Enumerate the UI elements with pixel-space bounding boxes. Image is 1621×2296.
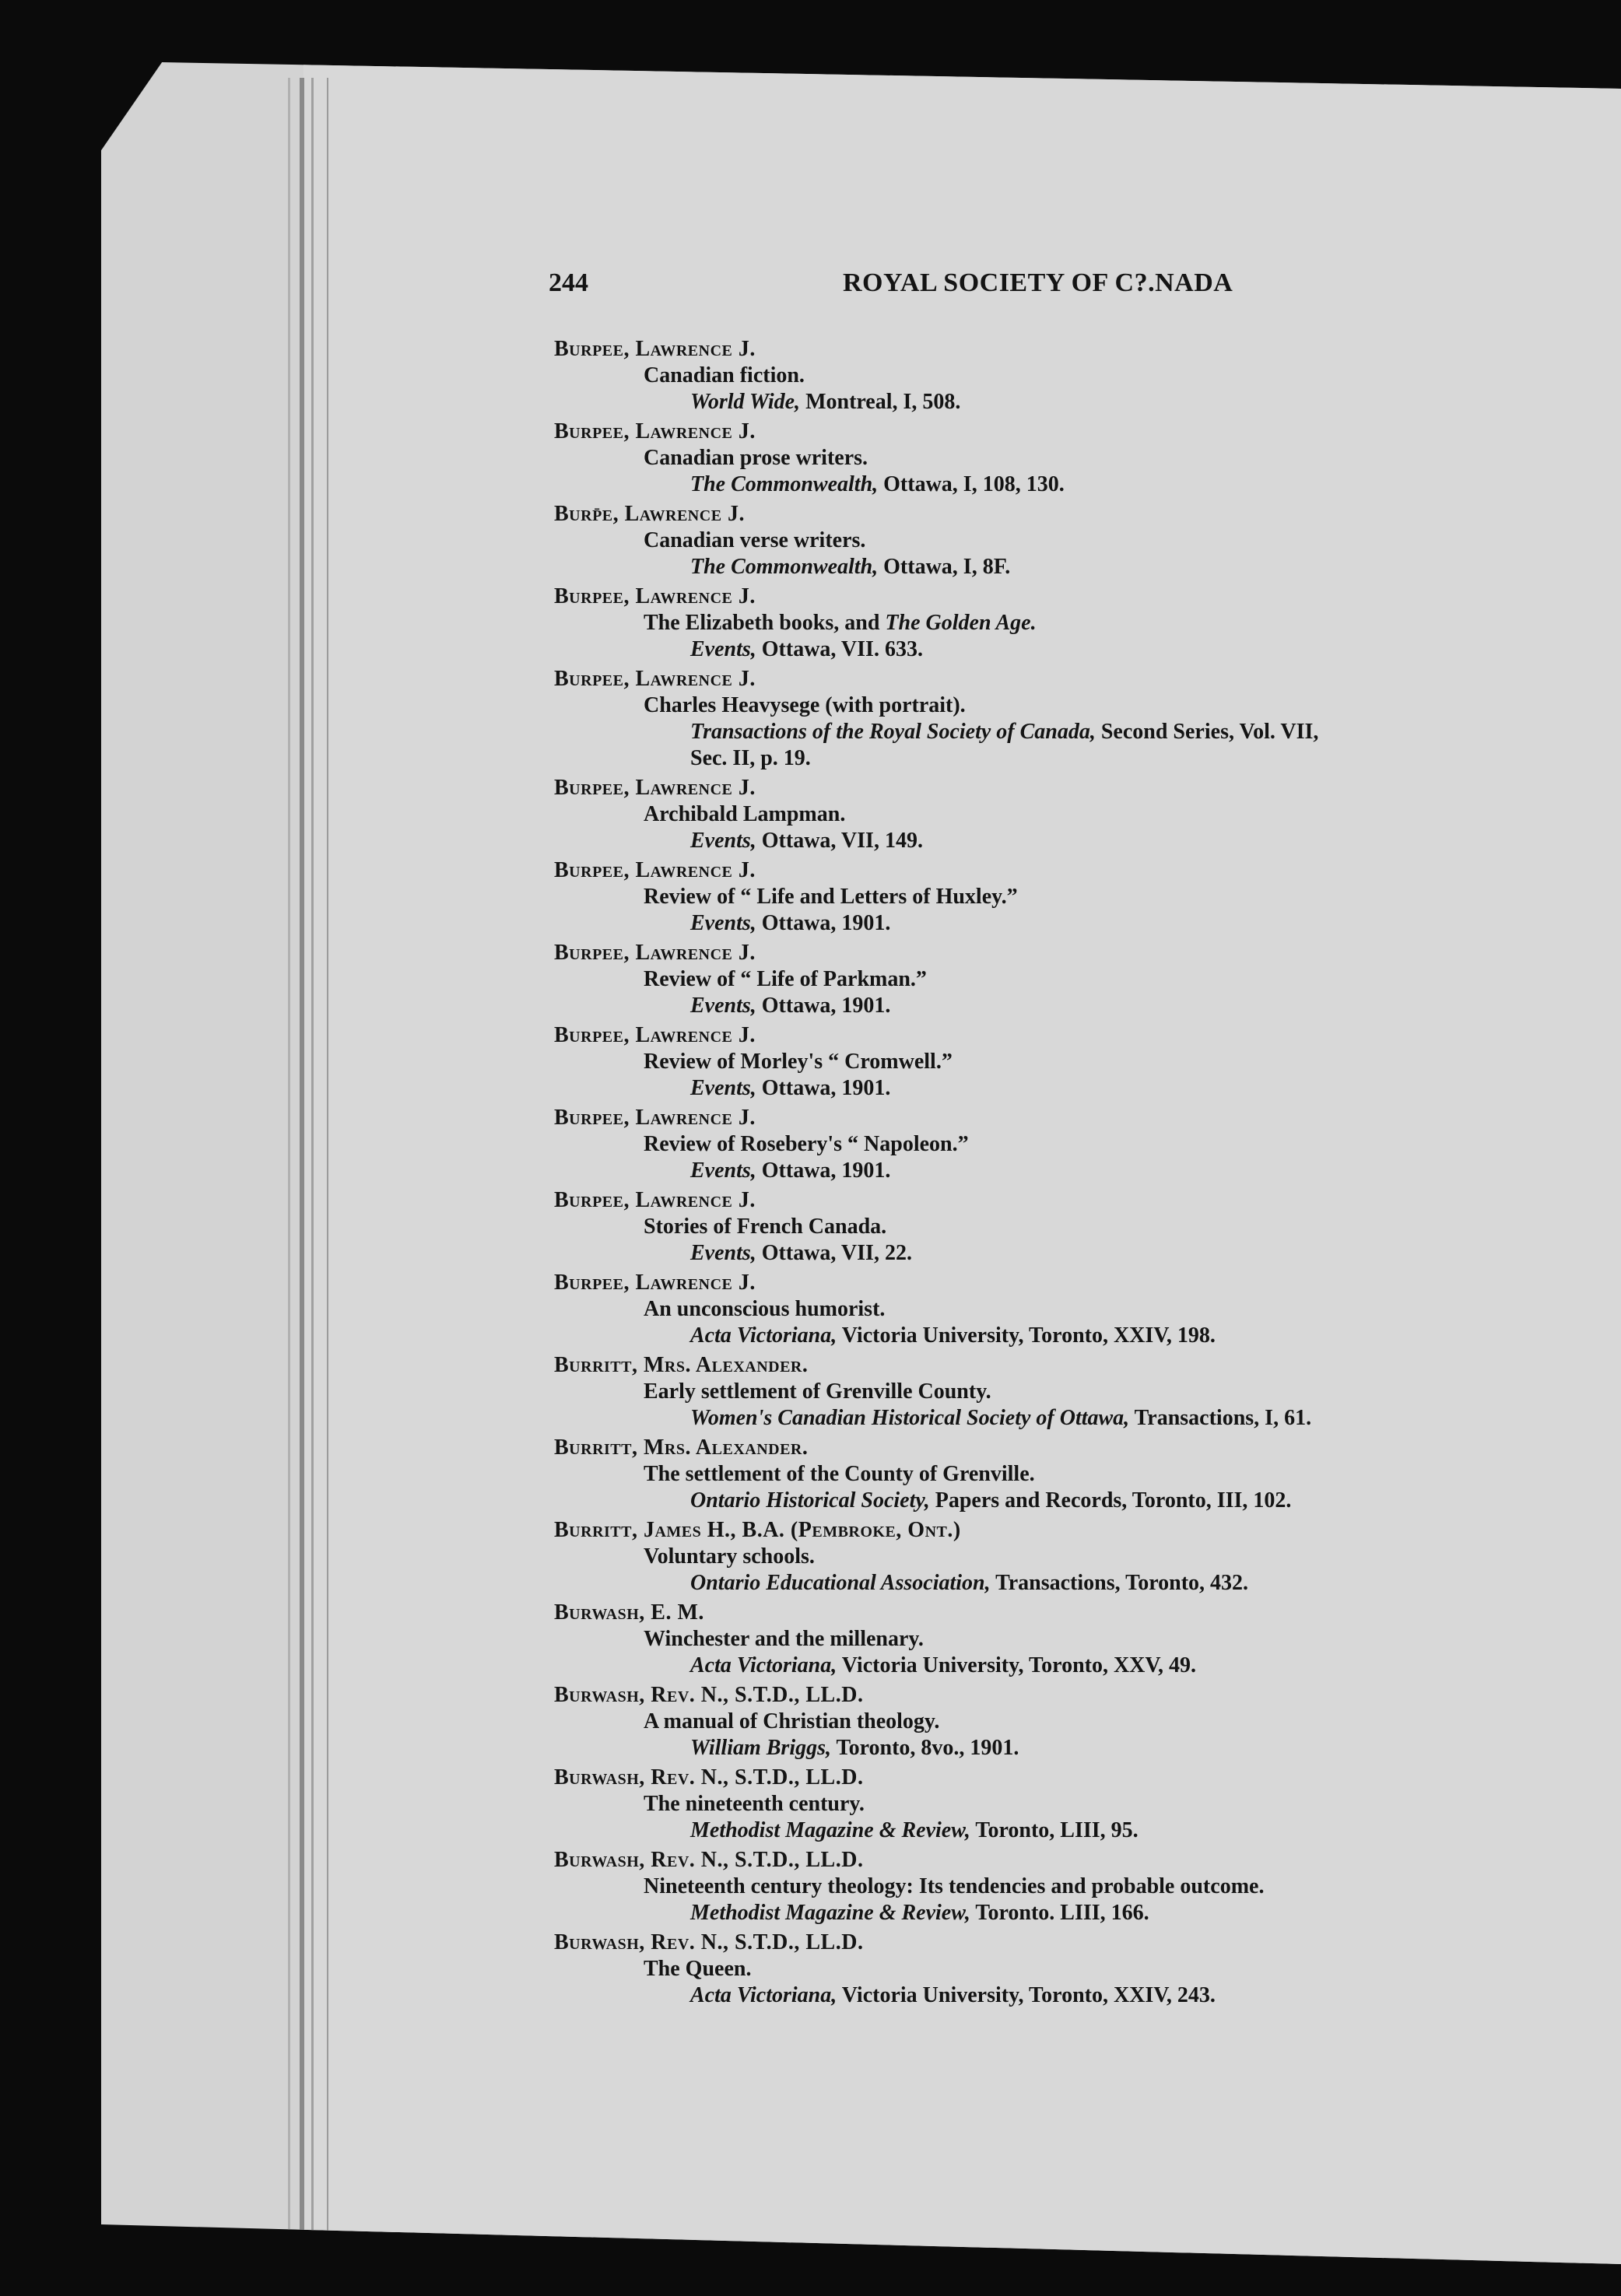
entry-author: Burpee, Lawrence J. [554,667,756,691]
entry-author: Burpee, Lawrence J. [554,858,756,882]
entry-title [644,1461,1035,1488]
entry-details: Montreal, I, 508. [800,390,961,414]
entry-title [644,363,805,389]
entry-author: Burwash, Rev. N., S.T.D., LL.D. [554,1765,864,1789]
bibliography-entry [554,336,1566,419]
bibliography-entry [554,857,1566,940]
bibliography-entry [554,1270,1566,1352]
entry-details: Ottawa, 1901. [756,1159,891,1183]
entry-author: Burp̄e, Lawrence J. [554,502,746,526]
entry-publication: Methodist Magazine & Review, [690,1901,970,1925]
entry-title-text: Nineteenth century theology: Its tendencies and probable outcome. [644,1874,1265,1898]
entry-source [690,1653,1196,1679]
bibliography-entry [554,1105,1566,1187]
entry-source [690,389,960,415]
entry-publication: The Commonwealth, [690,555,879,579]
bibliography-entry [554,419,1566,501]
entry-author: Burwash, E. M. [554,1600,704,1625]
entry-title [644,1626,924,1653]
entry-publication: Ontario Historical Society, [690,1488,930,1513]
bibliography-entry [554,1435,1566,1517]
bibliography-entry [554,501,1566,584]
entry-author: Burritt, Mrs. Alexander. [554,1435,809,1460]
entry-details: Victoria University, Toronto, XXIV, 198. [837,1323,1216,1348]
entry-title-text: Review of Morley's “ Cromwell.” [644,1050,953,1074]
page-fold-line [300,78,304,2233]
entry-title [644,966,927,993]
entry-author: Burritt, James H., B.A. (Pembroke, Ont.) [554,1518,961,1542]
page-fold-line [288,78,290,2233]
entry-author: Burwash, Rev. N., S.T.D., LL.D. [554,1848,864,1872]
entry-title [644,1379,991,1405]
entry-publication: Acta Victoriana, [690,1653,837,1677]
entry-title-text: The Queen. [644,1957,752,1981]
entry-source [690,554,1010,580]
entry-details: Papers and Records, Toronto, III, 102. [929,1488,1292,1513]
entry-source [690,636,923,663]
entry-author: Burpee, Lawrence J. [554,941,756,965]
running-title: ROYAL SOCIETY OF C?.NADA [843,268,1233,297]
entry-source [690,1735,1019,1761]
entry-publication: Events, [690,829,756,853]
entry-title-text: Review of “ Life of Parkman.” [644,967,927,991]
entry-publication: World Wide, [690,390,801,414]
bibliography-entry [554,1517,1566,1600]
entry-title [644,884,1018,910]
entry-title-text: Stories of French Canada. [644,1215,887,1239]
entry-publication: Women's Canadian Historical Society of Ottawa, [690,1406,1130,1430]
entry-title-text: Review of “ Life and Letters of Huxley.” [644,885,1018,909]
entry-author: Burpee, Lawrence J. [554,1023,756,1047]
entry-details: Transactions, Toronto, 432. [990,1571,1249,1595]
entry-publication: Events, [690,637,756,661]
entry-publication: Transactions of the Royal Society of Canada, [690,720,1096,744]
entry-publication: Methodist Magazine & Review, [690,1818,970,1842]
entry-source [690,1488,1291,1514]
entry-details: Ottawa, 1901. [756,911,891,935]
entry-title-text: The nineteenth century. [644,1792,865,1816]
entry-title [644,610,1037,636]
bibliography-entry [554,584,1566,666]
entry-author: Burwash, Rev. N., S.T.D., LL.D. [554,1930,864,1954]
entry-title [644,692,966,719]
entry-title-text: Voluntary schools. [644,1544,815,1569]
entry-title-text: Winchester and the millenary. [644,1627,924,1651]
entry-author: Burritt, Mrs. Alexander. [554,1353,809,1377]
entry-title [644,801,845,828]
entry-title-text: Review of Rosebery's “ Napoleon.” [644,1132,969,1156]
entry-source [690,993,890,1019]
entry-author: Burpee, Lawrence J. [554,1271,756,1295]
entry-title [644,1296,885,1323]
entry-source [690,719,1318,745]
entry-publication: Acta Victoriana, [690,1983,837,2007]
entry-publication: Events, [690,1159,756,1183]
entry-details: Ottawa, VII, 22. [756,1241,912,1265]
entry-details: Ottawa, 1901. [756,994,891,1018]
entry-details: Toronto, LIII, 95. [970,1818,1139,1842]
entry-details: Ottawa, 1901. [756,1076,891,1100]
entry-publication: Events, [690,994,756,1018]
entry-author: Burpee, Lawrence J. [554,776,756,800]
entry-title [644,445,868,471]
entry-title-text: An unconscious humorist. [644,1297,886,1321]
entry-details: Second Series, Vol. VII, [1095,720,1319,744]
entry-author: Burwash, Rev. N., S.T.D., LL.D. [554,1683,864,1707]
entry-publication: Ontario Educational Association, [690,1571,991,1595]
entry-details: Victoria University, Toronto, XXIV, 243. [837,1983,1216,2007]
entry-author: Burpee, Lawrence J. [554,337,756,361]
entry-source [690,910,890,937]
entry-author: Burpee, Lawrence J. [554,1106,756,1130]
entry-author: Burpee, Lawrence J. [554,419,756,443]
entry-title [644,1956,751,1982]
entry-source [690,828,923,854]
entry-source [690,1075,890,1102]
entry-source [690,1405,1311,1432]
entry-details: Ottawa, I, 108, 130. [878,472,1065,496]
bibliography-entry [554,1600,1566,1682]
entry-source [690,1158,890,1184]
entry-title-text: A manual of Christian theology. [644,1709,940,1733]
entry-title-italic: The Golden Age. [885,611,1037,635]
entry-publication: The Commonwealth, [690,472,879,496]
entry-title-text: Canadian prose writers. [644,446,868,470]
entry-title-text: Canadian verse writers. [644,528,866,552]
entry-title-text: The Elizabeth books, and [644,611,886,635]
bibliography-list [554,336,1566,2012]
entry-title [644,1214,886,1240]
entry-details: Toronto. LIII, 166. [970,1901,1149,1925]
entry-details: Ottawa, I, 8F. [878,555,1011,579]
entry-title-text: Archibald Lampman. [644,802,846,826]
entry-publication: Events, [690,1241,756,1265]
entry-source [690,471,1065,498]
bibliography-entry [554,775,1566,857]
entry-details: Ottawa, VII. 633. [756,637,923,661]
bibliography-entry [554,1682,1566,1765]
entry-source [690,1818,1139,1844]
entry-source [690,1323,1216,1349]
entry-details: Toronto, 8vo., 1901. [831,1736,1019,1760]
bibliography-entry [554,1022,1566,1105]
entry-title [644,1709,939,1735]
page-number: 244 [549,268,588,297]
entry-title-text: Charles Heavysege (with portrait). [644,693,966,717]
entry-details: Victoria University, Toronto, XXV, 49. [837,1653,1197,1677]
entry-details-continued: Sec. II, p. 19. [690,746,811,770]
bibliography-entry [554,1352,1566,1435]
entry-source [690,1240,912,1267]
entry-title [644,528,865,554]
entry-publication: Events, [690,1076,756,1100]
bibliography-entry [554,1765,1566,1847]
entry-details: Ottawa, VII, 149. [756,829,923,853]
entry-author: Burpee, Lawrence J. [554,584,756,608]
entry-author: Burpee, Lawrence J. [554,1188,756,1212]
bibliography-entry [554,666,1566,775]
page-header [549,268,1560,315]
page-fold-line [311,78,314,2233]
entry-title [644,1131,969,1158]
entry-source [690,1570,1248,1597]
entry-title [644,1791,865,1818]
entry-source [690,1982,1216,2009]
entry-source [690,1900,1149,1926]
entry-title [644,1544,815,1570]
entry-publication: Events, [690,911,756,935]
bibliography-entry [554,1847,1566,1930]
entry-title-text: The settlement of the County of Grenville. [644,1462,1035,1486]
page-fold-line [327,78,328,2233]
entry-publication: Acta Victoriana, [690,1323,837,1348]
entry-details: Transactions, I, 61. [1129,1406,1312,1430]
entry-title [644,1874,1264,1900]
bibliography-entry [554,940,1566,1022]
bibliography-entry [554,1187,1566,1270]
entry-title [644,1049,953,1075]
entry-title-text: Early settlement of Grenville County. [644,1379,991,1404]
entry-publication: William Briggs, [690,1736,832,1760]
bibliography-entry [554,1930,1566,2012]
entry-title-text: Canadian fiction. [644,363,805,387]
